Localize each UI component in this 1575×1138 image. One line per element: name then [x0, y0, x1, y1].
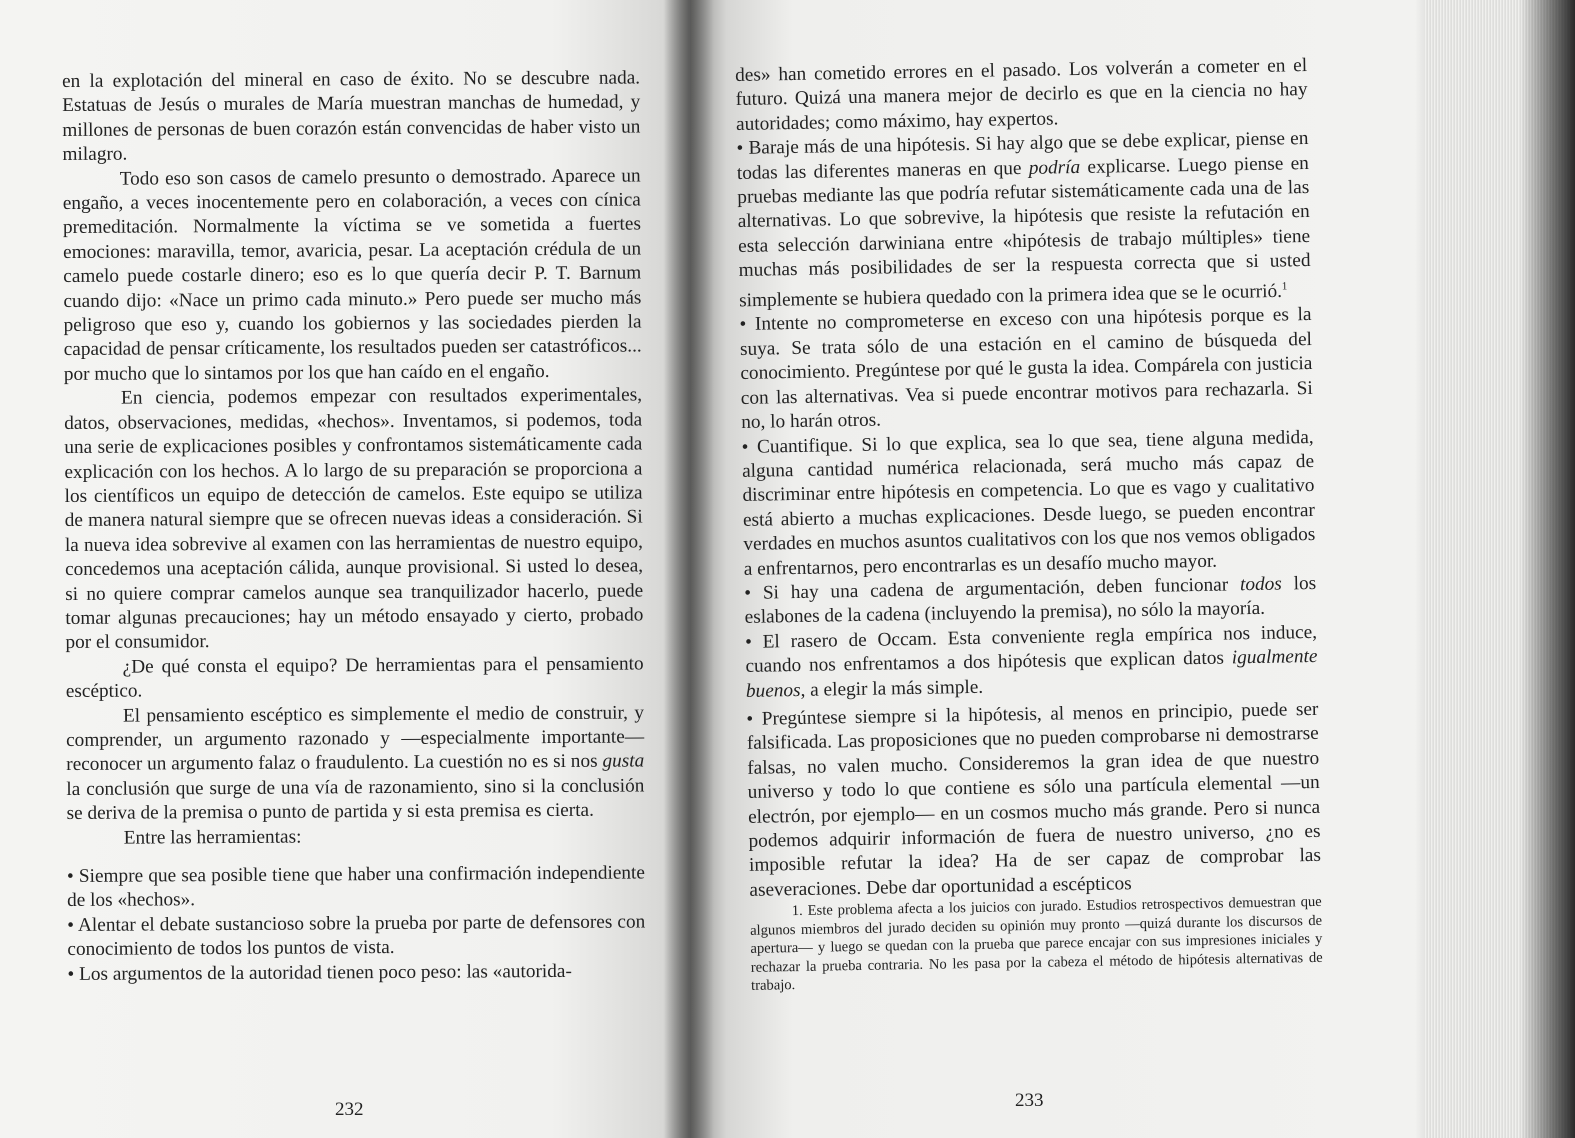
text-run: explicarse. Luego piense en pruebas mediante las que podría refutar sistemáticamente cada una de las alternativas. Lo que sobrevive, la hipótesis que resiste la refutación en esta selección darwiniana entre «hipótesis de trabajo múltiples» tiene muchas más posibilidades de ser la respuesta correcta que si usted simplemente se hubiera quedado con la primera idea que se le ocurrió.: [737, 152, 1311, 312]
page-number: 233: [1015, 1090, 1044, 1111]
text-run: la conclusión que surge de una vía de razonamiento, sino si la conclusión se deriva de la premisa o punto de partida y si esta premisa es cierta.: [66, 775, 645, 825]
paragraph: [66, 701, 645, 827]
text-run: El rasero de Occam. Esta conveniente regla empírica nos induce, cuando nos enfrentamos a dos hipótesis que explican datos: [745, 621, 1318, 678]
bullet-item: • Pregúntese siempre si la hipótesis, al menos en principio, puede ser falsificada. Las proposiciones que no pueden comprobarse ni demostrarse falsas, no valen mucho. Consideremos la gran idea de que nuestro universo y todo lo que contiene es sólo una partícula elemental —un electrón, por ejemplo— en un cosmos mucho más grande. Pero si nunca podemos adquirir información de fuera de nuestro universo, ¿no es imposible refutar la idea? Ha de ser capaz de comprobar las aseveraciones. Debe dar oportunidad a escépticos: [746, 698, 1321, 903]
footnote: 1. Este problema afecta a los juicios con jurado. Estudios retrospectivos demuestran que algunos miembros del jurado deciden su opinión muy pronto —quizá durante los discursos de apertura— y luego se quedan con la prueba que parece encajar con sus impresiones iniciales y rechazar la prueba contraria. No les pasa por la cabeza el método de hipótesis alternativas de trabajo.: [749, 894, 1323, 995]
text-run: los eslabones de la cadena (incluyendo la premisa), no sólo la mayoría.: [744, 572, 1317, 629]
paragraph: Todo eso son casos de camelo presunto o demostrado. Aparece un engaño, a veces inocentemente pero en colaboración, a veces con cínica premeditación. Normalmente la víctima se ve sometida a fuertes emociones: maravilla, temor, avaricia, pesar. La aceptación crédula de un camelo puede costarle dinero; eso es lo que quería decir P. T. Barnum cuando dijo: «Nace un primo cada minuto.» Pero puede ser mucho más peligroso que eso y, cuando los gobiernos y las sociedades pierden la capacidad de pensar críticamente, los resultados pueden ser catastróficos... por mucho que lo sintamos por los que han caído en el engaño.: [62, 165, 642, 385]
text-run: Si hay una cadena de argumentación, deben funcionar: [762, 574, 1241, 604]
italic-text: todos: [1239, 573, 1282, 596]
paragraph: Entre las herramientas:: [123, 826, 302, 849]
bullet-item: • Siempre que sea posible tiene que haber una confirmación independiente de los «hechos».: [67, 861, 645, 913]
book-gutter: [664, 0, 714, 1138]
paragraph: des» han cometido errores en el pasado. Los volverán a cometer en el futuro. Quizá una manera mejor de decirlo es que en la ciencia no hay autoridades; como máximo, hay expertos.: [735, 55, 1308, 135]
italic-text: gusta: [602, 750, 645, 773]
text-run: Baraje más de una hipótesis. Si hay algo que se debe explicar, piense en todas las diferentes maneras en que: [736, 128, 1309, 184]
footnote-ref: 1: [1281, 280, 1288, 293]
book-cover-edge: [1520, 0, 1575, 1138]
italic-text: igualmente buenos: [745, 646, 1318, 702]
left-page-text: [62, 66, 646, 987]
bullet-item: • Cuantifique. Si lo que explica, sea lo que sea, tiene alguna medida, alguna cantidad numérica relacionada, será mucho más capaz de discriminar entre hipótesis en competencia. Lo que es vago y cualitativo está abierto a muchas explicaciones. Desde luego, se pueden encontrar verdades en muchos asuntos cualitativos con los que nos vemos obligados a enfrentarnos, pero encontrarlas es un desafío mucho mayor.: [741, 425, 1315, 581]
text-run: , a elegir la más simple.: [800, 676, 984, 701]
paragraph: ¿De qué consta el equipo? De herramientas para el pensamiento escéptico.: [65, 653, 644, 703]
bullet-item: • Los argumentos de la autoridad tienen poco peso: las «autorida-: [67, 959, 645, 987]
paragraph: En ciencia, podemos empezar con resultados experimentales, datos, observaciones, medidas, «hechos». Inventamos, si podemos, toda una serie de explicaciones posibles y confrontamos sistemáticamente cada explicación con los hechos. A lo largo de su preparación se proporciona a los científicos un equipo de detección de camelos. Este equipo se utiliza de manera natural siempre que se ofrecen nuevas ideas a consideración. Si la nueva idea sobrevive al examen con las herramientas de nuestro equipo, concedemos una aceptación cálida, aunque provisional. Si usted lo desea, si no quiere comprar camelos aunque sea tranquilizador hacerlo, puede tomar algunas precauciones; hay un método ensayado y cierto, probado por el consumidor.: [64, 384, 644, 654]
bullet-item: • Intente no comprometerse en exceso con una hipótesis porque es la suya. Se trata sólo de una estación en el camino de búsqueda del conocimiento. Pregúntese por qué le gusta la idea. Compárela con justicia con las alternativas. Vea si puede encontrar motivos para rechazarla. Si no, lo harán otros.: [739, 303, 1313, 435]
text-run: El pensamiento escéptico es simplemente el medio de construir, y comprender, un argumento razonado y —especialmente importante— reconocer un argumento falaz o fraudulento. La cuestión no es si nos: [66, 702, 645, 776]
bullet-item: • Alentar el debate sustancioso sobre la prueba por parte de defensores con conocimiento de todos los puntos de vista.: [67, 910, 645, 962]
bullet-item: [745, 621, 1318, 704]
paragraph: en la explotación del mineral en caso de éxito. No se descubre nada. Estatuas de Jesús o murales de María muestran manchas de humedad, y millones de personas de buen corazón están convencidas de haber visto un milagro.: [62, 67, 641, 166]
page-number: 232: [335, 1099, 364, 1120]
italic-text: podría: [1028, 156, 1081, 179]
bullet-item: [736, 127, 1311, 313]
right-page-text: [735, 54, 1323, 996]
